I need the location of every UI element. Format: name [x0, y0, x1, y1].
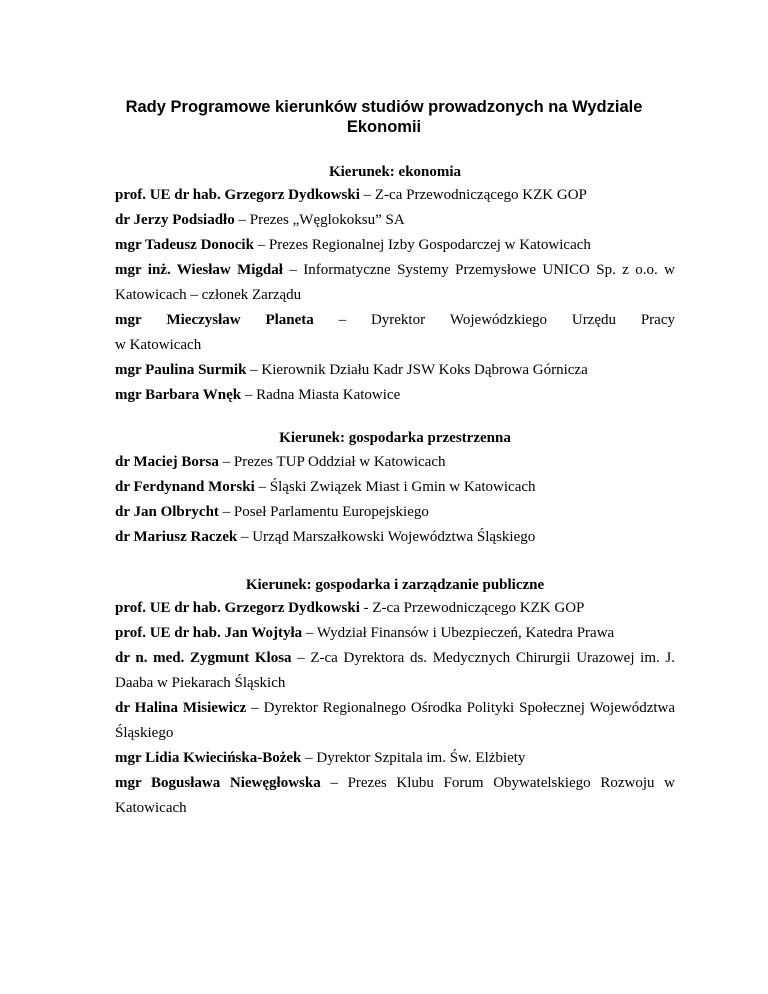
separator: – [305, 625, 314, 641]
member-entry [115, 525, 675, 550]
member-name: prof. UE dr hab. Jan Wojtyła [115, 625, 303, 641]
section-heading-ekonomia: Kierunek: ekonomia [328, 164, 462, 180]
separator: – [297, 650, 305, 666]
separator: - [363, 600, 369, 616]
member-role: Wydział Finansów i Ubezpieczeń, Katedra Prawa [316, 625, 615, 641]
member-name: dr Jerzy Podsiadło [115, 212, 235, 228]
separator: – [244, 387, 253, 403]
member-role: Informatyczne Systemy Przemysłowe UNICO Sp. z o.o. w Katowicach – członek Zarządu [115, 262, 676, 303]
member-role: Urząd Marszałkowski Województwa Śląskiego [252, 529, 536, 545]
member-name-word: mgr [115, 312, 142, 328]
separator: – [222, 504, 231, 520]
separator: – [258, 479, 266, 495]
member-name: dr Jan Olbrycht [115, 504, 219, 520]
separator: – [330, 775, 338, 791]
member-role: Dyrektor Regionalnego Ośrodka Polityki Społecznej Województwa Śląskiego [115, 700, 676, 741]
member-name: mgr Lidia Kwiecińska-Bożek [115, 750, 302, 766]
member-entry [115, 208, 675, 233]
member-name: mgr Paulina Surmik [115, 362, 247, 378]
document-title: Rady Programowe kierunków studiów prowadzonych na Wydziale Ekonomii [125, 98, 643, 136]
member-name-word: Mieczysław [166, 312, 241, 328]
member-entry [115, 746, 675, 771]
section-heading-gospodarka-przestrzenna: Kierunek: gospodarka przestrzenna [279, 430, 511, 446]
member-role: Kierownik Działu Kadr JSW Koks Dąbrowa Górnicza [261, 362, 588, 378]
member-entry [115, 621, 675, 646]
separator: – [250, 362, 258, 378]
member-entry [115, 771, 675, 821]
justified-line [115, 308, 675, 333]
member-role: Dyrektor Szpitala im. Św. Elżbiety [316, 750, 526, 766]
member-role: Radna Miasta Katowice [256, 387, 401, 403]
separator: – [240, 529, 249, 545]
member-role: Z-ca Dyrektora ds. Medycznych Chirurgii Urazowej im. J. Daaba w Piekarach Śląskich [115, 650, 675, 691]
member-name: dr Mariusz Raczek [115, 529, 238, 545]
member-role: Prezes Klubu Forum Obywatelskiego Rozwoju w Katowicach [115, 775, 675, 816]
member-entry [115, 646, 675, 696]
member-role: Prezes „Węglokoksu” SA [249, 212, 405, 228]
member-entry [115, 475, 675, 500]
member-name: dr Maciej Borsa [115, 454, 219, 470]
separator: – [305, 750, 313, 766]
separator: – [338, 312, 347, 328]
member-entry [115, 383, 675, 408]
separator: – [289, 262, 297, 278]
member-entry [115, 358, 675, 383]
separator: – [363, 187, 372, 203]
member-name: mgr Bogusława Niewęgłowska [115, 775, 321, 791]
member-name-word: Planeta [265, 312, 314, 328]
member-entry [115, 258, 675, 308]
member-role: Śląski Związek Miast i Gmin w Katowicach [269, 479, 536, 495]
separator: – [238, 212, 246, 228]
member-role-word: Dyrektor [370, 312, 426, 328]
member-role: Poseł Parlamentu Europejskiego [233, 504, 429, 520]
member-role-word: Pracy [640, 312, 675, 328]
member-role: Z-ca Przewodniczącego KZK GOP [372, 600, 585, 616]
section-heading-gospodarka-i-zarzadzanie-publiczne: Kierunek: gospodarka i zarządzanie publiczne [245, 577, 545, 593]
member-entry [115, 596, 675, 621]
member-name: mgr inż. Wiesław Migdał [115, 262, 283, 278]
member-name: prof. UE dr hab. Grzegorz Dydkowski [115, 600, 360, 616]
member-role-continuation: w Katowicach [115, 337, 202, 353]
member-entry [115, 233, 675, 258]
separator: – [251, 700, 259, 716]
member-name: dr n. med. Zygmunt Klosa [115, 650, 292, 666]
member-entry [115, 696, 675, 746]
member-entry [115, 450, 675, 475]
member-name: dr Ferdynand Morski [115, 479, 255, 495]
member-entry [115, 183, 675, 208]
member-name: dr Halina Misiewicz [115, 700, 247, 716]
member-role: Prezes Regionalnej Izby Gospodarczej w Katowicach [268, 237, 591, 253]
member-name: prof. UE dr hab. Grzegorz Dydkowski [115, 187, 360, 203]
separator: – [257, 237, 266, 253]
member-role-word: Urzędu [571, 312, 617, 328]
member-role: Prezes TUP Oddział w Katowicach [233, 454, 446, 470]
member-entry [115, 500, 675, 525]
member-name: mgr Barbara Wnęk [115, 387, 242, 403]
member-role: Z-ca Przewodniczącego KZK GOP [374, 187, 587, 203]
member-entry [115, 308, 675, 358]
separator: – [222, 454, 231, 470]
member-name: mgr Tadeusz Donocik [115, 237, 254, 253]
member-role-word: Wojewódzkiego [449, 312, 548, 328]
